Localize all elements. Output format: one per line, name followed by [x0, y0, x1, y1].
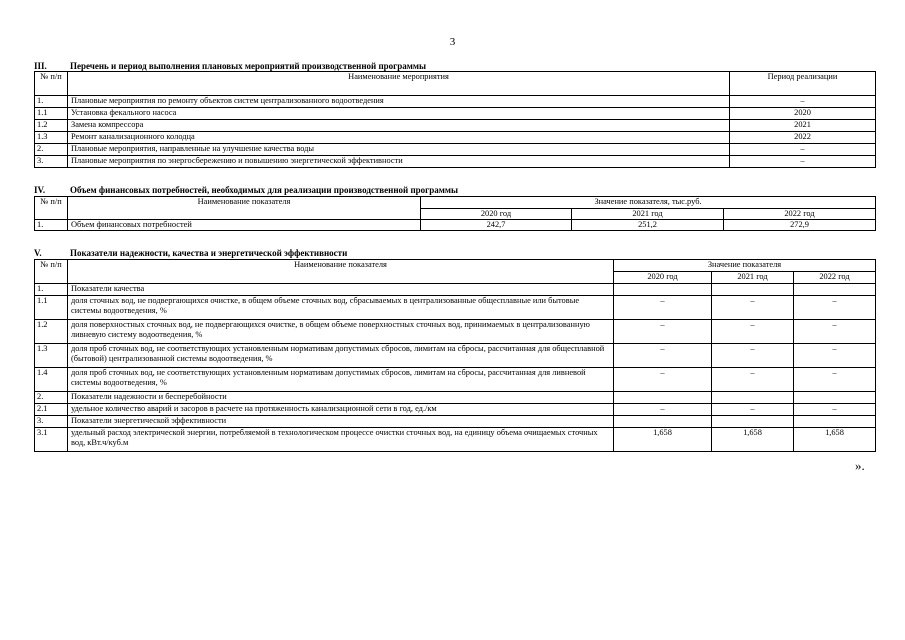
row-num: 3. — [35, 416, 68, 428]
row-num: 3.1 — [35, 428, 68, 452]
row-name: Показатели надежности и бесперебойности — [68, 392, 614, 404]
row-value-2020: – — [614, 320, 712, 344]
row-num: 2.1 — [35, 404, 68, 416]
row-value-2022: – — [794, 320, 876, 344]
row-value-2020: – — [614, 296, 712, 320]
section3-number: III. — [34, 61, 47, 71]
row-name: Ремонт канализационного колодца — [68, 132, 730, 144]
row-name: доля проб сточных вод, не соответствующих установленным нормативам допустимых сбросов, лимитам на сбросы, рассчитанная для общесплавной (бытовой) централизованной системы водоотведения, % — [68, 344, 614, 368]
row-name: Установка фекального насоса — [68, 108, 730, 120]
row-value-2022 — [794, 284, 876, 296]
table-row — [35, 144, 876, 156]
row-value-2021: – — [712, 320, 794, 344]
table-row — [35, 108, 876, 120]
row-value-2020: – — [614, 404, 712, 416]
table-row — [35, 344, 876, 368]
row-num: 1. — [35, 220, 68, 231]
row-name: удельное количество аварий и засоров в расчете на протяженность канализационной сети в год, ед./км — [68, 404, 614, 416]
section5-number: V. — [34, 248, 42, 258]
table-row — [35, 96, 876, 108]
header-2021: 2021 год — [712, 272, 794, 284]
row-name: Плановые мероприятия по ремонту объектов систем централизованного водоотведения — [68, 96, 730, 108]
table-row — [35, 416, 876, 428]
section3-title-text: Перечень и период выполнения плановых мероприятий производственной программы — [70, 61, 427, 71]
row-period: – — [730, 156, 876, 168]
table-row — [35, 368, 876, 392]
row-num: 1.2 — [35, 120, 68, 132]
header-name: Наименование показателя — [68, 197, 421, 220]
row-value-2022 — [794, 392, 876, 404]
row-value-2022: 272,9 — [724, 220, 876, 231]
row-value-2021 — [712, 416, 794, 428]
row-value-2020 — [614, 392, 712, 404]
row-value-2021: – — [712, 404, 794, 416]
section5-table — [34, 259, 876, 452]
header-2022: 2022 год — [794, 272, 876, 284]
table-row — [35, 132, 876, 144]
row-name: Плановые мероприятия, направленные на улучшение качества воды — [68, 144, 730, 156]
row-value-2022: – — [794, 296, 876, 320]
header-name: Наименование показателя — [68, 260, 614, 284]
table-row — [35, 428, 876, 452]
row-num: 1. — [35, 284, 68, 296]
header-2020: 2020 год — [421, 209, 572, 220]
row-num: 3. — [35, 156, 68, 168]
table-row — [35, 404, 876, 416]
row-name: Плановые мероприятия по энергосбережению и повышению энергетической эффективности — [68, 156, 730, 168]
row-value-2020: – — [614, 344, 712, 368]
row-name: доля сточных вод, не подвергающихся очистке, в общем объеме сточных вод, сбрасываемых в централизованные общесплавные или бытовые системы водоотведения, % — [68, 296, 614, 320]
row-num: 1.1 — [35, 296, 68, 320]
header-value: Значение показателя, тыс.руб. — [421, 197, 876, 209]
row-name: Показатели энергетической эффективности — [68, 416, 614, 428]
row-num: 1.1 — [35, 108, 68, 120]
row-name: доля проб сточных вод, не соответствующих установленным нормативам допустимых сбросов, лимитам на сбросы, рассчитанная для ливневой системы водоотведения, % — [68, 368, 614, 392]
section3-title — [34, 61, 426, 71]
row-name: удельный расход электрической энергии, потребляемой в технологическом процессе очистки сточных вод, на единицу объема очищаемых сточных вод, кВт.ч/куб.м — [68, 428, 614, 452]
row-value-2022: – — [794, 344, 876, 368]
header-2022: 2022 год — [724, 209, 876, 220]
row-num: 2. — [35, 392, 68, 404]
row-period: – — [730, 96, 876, 108]
row-period: – — [730, 144, 876, 156]
row-num: 1.4 — [35, 368, 68, 392]
header-value: Значение показателя — [614, 260, 876, 272]
header-2021: 2021 год — [572, 209, 724, 220]
row-value-2021 — [712, 284, 794, 296]
row-num: 1.3 — [35, 344, 68, 368]
row-name: доля поверхностных сточных вод, не подвергающихся очистке, в общем объеме поверхностных сточных вод, принимаемых в централизованную ливневую систему водоотведения, % — [68, 320, 614, 344]
section4-title-text: Объем финансовых потребностей, необходимых для реализации производственной программы — [70, 185, 459, 195]
row-name: Показатели качества — [68, 284, 614, 296]
row-value-2021: 251,2 — [572, 220, 724, 231]
row-value-2022 — [794, 416, 876, 428]
row-value-2021: – — [712, 296, 794, 320]
closing-quote-mark: ». — [855, 458, 865, 473]
table-row — [35, 120, 876, 132]
table-row — [35, 392, 876, 404]
row-num: 2. — [35, 144, 68, 156]
section5-title — [34, 248, 347, 258]
row-value-2022: – — [794, 404, 876, 416]
page-number: 3 — [449, 36, 456, 48]
row-value-2020 — [614, 284, 712, 296]
row-name: Объем финансовых потребностей — [68, 220, 421, 231]
table-row — [35, 296, 876, 320]
row-value-2020: 1,658 — [614, 428, 712, 452]
table-row — [35, 156, 876, 168]
row-period: 2022 — [730, 132, 876, 144]
table-row — [35, 284, 876, 296]
header-num: № п/п — [35, 260, 68, 284]
header-period: Период реализации — [730, 72, 876, 96]
row-value-2021: 1,658 — [712, 428, 794, 452]
section3-table — [34, 71, 876, 168]
row-value-2020: 242,7 — [421, 220, 572, 231]
row-value-2021: – — [712, 344, 794, 368]
row-value-2020: – — [614, 368, 712, 392]
header-num: № п/п — [35, 72, 68, 96]
table-row — [35, 320, 876, 344]
row-value-2022: – — [794, 368, 876, 392]
row-value-2021 — [712, 392, 794, 404]
section4-table — [34, 196, 876, 231]
row-value-2022: 1,658 — [794, 428, 876, 452]
header-name: Наименование мероприятия — [68, 72, 730, 96]
row-value-2020 — [614, 416, 712, 428]
row-num: 1. — [35, 96, 68, 108]
row-num: 1.3 — [35, 132, 68, 144]
row-name: Замена компрессора — [68, 120, 730, 132]
section4-number: IV. — [34, 185, 46, 195]
header-num: № п/п — [35, 197, 68, 220]
header-2020: 2020 год — [614, 272, 712, 284]
row-value-2021: – — [712, 368, 794, 392]
row-period: 2021 — [730, 120, 876, 132]
section5-title-text: Показатели надежности, качества и энергетической эффективности — [70, 248, 348, 258]
table-row — [35, 220, 876, 231]
section4-title — [34, 185, 458, 195]
row-num: 1.2 — [35, 320, 68, 344]
row-period: 2020 — [730, 108, 876, 120]
